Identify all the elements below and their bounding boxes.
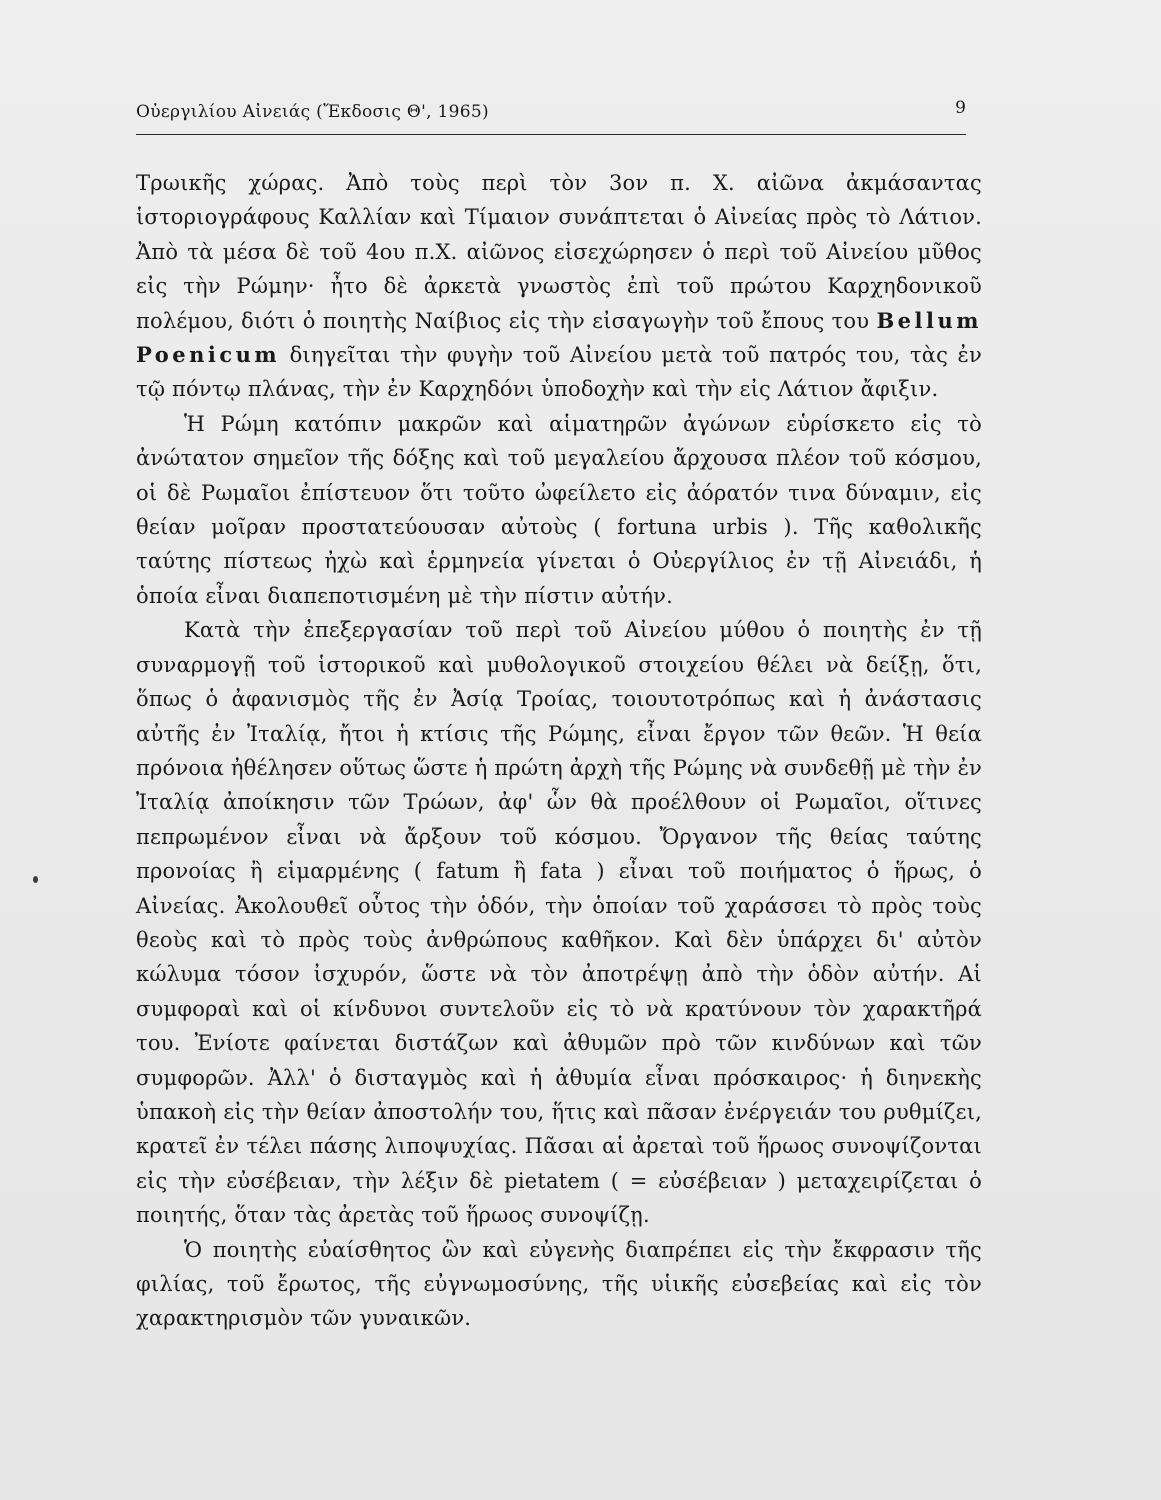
paragraph-1-text-a: Τρωικῆς χώρας. Ἀπὸ τοὺς περὶ τὸν 3ον π. Χ. αἰῶνα ἀκμάσαντας ἱστοριογράφους Καλλίαν καὶ Τίμαιον συνάπτεται ὁ Αἰνείας πρὸς τὸ Λάτιον. Ἀπὸ τὰ μέσα δὲ τοῦ 4ου π.Χ. αἰῶνος εἰσεχώρησεν ὁ περὶ τοῦ Αἰνείου μῦθος εἰς τὴν Ρώμην· ἦτο δὲ ἀρκετὰ γνωστὸς ἐπὶ τοῦ πρώτου Καρχηδονικοῦ πολέμου, διότι ὁ ποιητὴς Ναίβιος εἰς τὴν εἰσαγωγὴν τοῦ ἔπους του [136, 171, 982, 333]
body-text [136, 166, 982, 1336]
paragraph-4: Ὁ ποιητὴς εὐαίσθητος ὢν καὶ εὐγενὴς διαπρέπει εἰς τὴν ἔκφρασιν τῆς φιλίας, τοῦ ἔρωτος, τῆς εὐγνωμοσύνης, τῆς υἱικῆς εὐσεβείας καὶ εἰς τὸν χαρακτηρισμὸν τῶν γυναικῶν. [136, 1237, 982, 1331]
page-header [136, 98, 966, 144]
latin-title-bellum-poenicum: Bellum Poenicum [136, 307, 982, 368]
running-head: Οὐεργιλίου Αἰνειάς (Ἔκδοσις Θ', 1965) [136, 102, 489, 122]
header-rule [136, 134, 966, 135]
margin-mark [33, 876, 38, 883]
page-number: 9 [955, 98, 966, 118]
paragraph-1 [136, 166, 982, 407]
paragraph-2: Ἡ Ρώμη κατόπιν μακρῶν καὶ αἱματηρῶν ἀγώνων εὑρίσκετο εἰς τὸ ἀνώτατον σημεῖον τῆς δόξης καὶ τοῦ μεγαλείου ἄρχουσα πλέον τοῦ κόσμου, οἱ δὲ Ρωμαῖοι ἐπίστευον ὅτι τοῦτο ὠφείλετο εἰς ἀόρατόν τινα δύναμιν, εἰς θείαν μοῖραν προστατεύουσαν αὐτοὺς ( fortuna urbis ). Τῆς καθολικῆς ταύτης πίστεως ἠχὼ καὶ ἑρμηνεία γίνεται ὁ Οὐεργίλιος ἐν τῇ Αἰνειάδι, ἡ ὁποία εἶναι διαπεποτισμένη μὲ τὴν πίστιν αὐτήν. [136, 411, 982, 608]
paragraph-3: Κατὰ τὴν ἐπεξεργασίαν τοῦ περὶ τοῦ Αἰνείου μύθου ὁ ποιητὴς ἐν τῇ συναρμογῇ τοῦ ἱστορικοῦ καὶ μυθολογικοῦ στοιχείου θέλει νὰ δείξῃ, ὅτι, ὅπως ὁ ἀφανισμὸς τῆς ἐν Ἀσίᾳ Τροίας, τοιουτοτρόπως καὶ ἡ ἀνάστασις αὐτῆς ἐν Ἰταλίᾳ, ἤτοι ἡ κτίσις τῆς Ρώμης, εἶναι ἔργον τῶν θεῶν. Ἡ θεία πρόνοια ἠθέλησεν οὕτως ὥστε ἡ πρώτη ἀρχὴ τῆς Ρώμης νὰ συνδεθῇ μὲ τὴν ἐν Ἰταλίᾳ ἀποίκησιν τῶν Τρώων, ἀφ' ὧν θὰ προέλθουν οἱ Ρωμαῖοι, οἵτινες πεπρωμένον εἶναι νὰ ἄρξουν τοῦ κόσμου. Ὄργανον τῆς θείας ταύτης προνοίας ἢ εἱμαρμένης ( fatum ἢ fata ) εἶναι τοῦ ποιήματος ὁ ἥρως, ὁ Αἰνείας. Ἀκολουθεῖ οὗτος τὴν ὁδόν, τὴν ὁποίαν τοῦ χαράσσει τὸ πρὸς τοὺς θεοὺς καὶ τὸ πρὸς τοὺς ἀνθρώπους καθῆκον. Καὶ δὲν ὑπάρχει δι' αὐτὸν κώλυμα τόσον ἰσχυρόν, ὥστε νὰ τὸν ἀποτρέψῃ ἀπὸ τὴν ὁδὸν αὐτήν. Αἱ συμφοραὶ καὶ οἱ κίνδυνοι συντελοῦν εἰς τὸ νὰ κρατύνουν τὸν χαρακτῆρά του. Ἐνίοτε φαίνεται διστάζων καὶ ἀθυμῶν πρὸ τῶν κινδύνων καὶ τῶν συμφορῶν. Ἀλλ' ὁ δισταγμὸς καὶ ἡ ἀθυμία εἶναι πρόσκαιρος· ἡ διηνεκὴς ὑπακοὴ εἰς τὴν θείαν ἀποστολήν του, ἥτις καὶ πᾶσαν ἐνέργειάν του ρυθμίζει, κρατεῖ ἐν τέλει πάσης λιποψυχίας. Πᾶσαι αἱ ἀρεταὶ τοῦ ἥρωος συνοψίζονται εἰς τὴν εὐσέβειαν, τὴν λέξιν δὲ pietatem ( = εὐσέβειαν ) μεταχειρίζεται ὁ ποιητής, ὅταν τὰς ἀρετὰς τοῦ ἥρωος συνοψίζῃ. [136, 618, 983, 1228]
paragraph-1-text-b: διηγεῖται τὴν φυγὴν τοῦ Αἰνείου μετὰ τοῦ πατρός του, τὰς ἐν τῷ πόντῳ πλάνας, τὴν ἐν Καρχηδόνι ὑποδοχὴν καὶ τὴν εἰς Λάτιον ἄφιξιν. [136, 343, 982, 402]
